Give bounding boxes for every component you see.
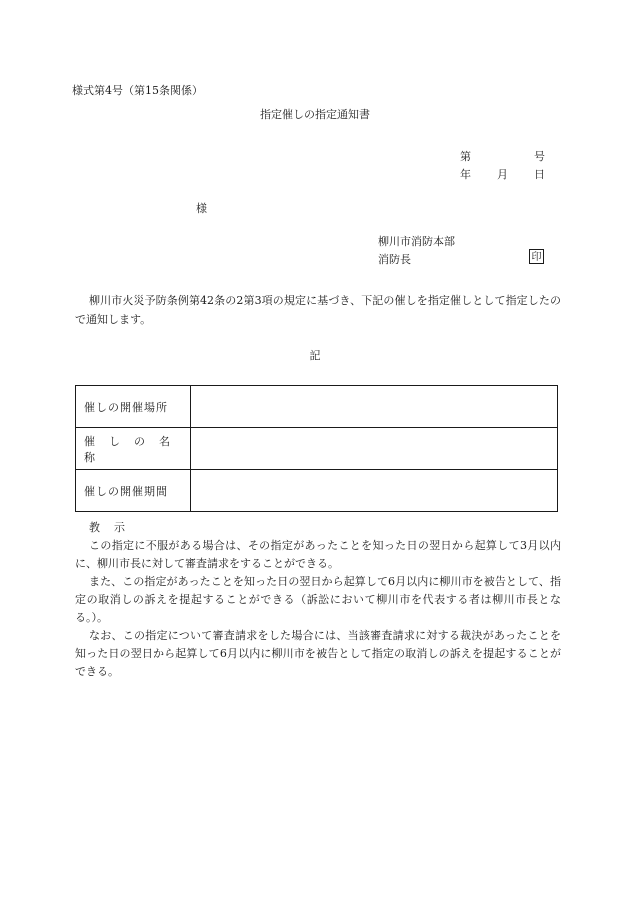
ki-heading: 記 bbox=[309, 349, 321, 362]
row-value-period bbox=[191, 470, 558, 512]
row-value-name bbox=[191, 428, 558, 470]
body-text: 柳川市火災予防条例第42条の2第3項の規定に基づき、下記の催しを指定催しとして指定したので通知します。 bbox=[75, 294, 561, 326]
row-value-venue bbox=[191, 386, 558, 428]
table-row bbox=[76, 470, 558, 512]
date-year: 年 bbox=[460, 168, 471, 181]
addressee-suffix: 様 bbox=[196, 202, 207, 215]
notice-paragraph: この指定に不服がある場合は、その指定があったことを知った日の翌日から起算して3月以内に、柳川市長に対して審査請求をすることができる。 bbox=[75, 539, 561, 570]
notice-heading: 教示 bbox=[89, 521, 139, 534]
form-number: 様式第4号（第15条関係） bbox=[72, 84, 203, 97]
sender-organization: 柳川市消防本部 bbox=[378, 235, 455, 248]
date-month: 月 bbox=[497, 168, 508, 181]
table-row bbox=[76, 428, 558, 470]
row-label-name: 催しの名称 bbox=[76, 428, 191, 470]
event-details-table bbox=[75, 385, 558, 512]
document-title: 指定催しの指定通知書 bbox=[260, 108, 370, 121]
row-label-period: 催しの開催期間 bbox=[76, 470, 191, 512]
number-prefix: 第 bbox=[460, 150, 471, 163]
table-row bbox=[76, 386, 558, 428]
number-suffix: 号 bbox=[534, 150, 545, 163]
notice-paragraph: なお、この指定について審査請求をした場合には、当該審査請求に対する裁決があったことを知った日の翌日から起算して6月以内に柳川市を被告として指定の取消しの訴えを提起することができる。 bbox=[75, 629, 561, 678]
notice-section bbox=[75, 519, 561, 681]
sender-title: 消防長 bbox=[378, 253, 411, 266]
row-label-venue: 催しの開催場所 bbox=[76, 386, 191, 428]
seal-mark: 印 bbox=[529, 249, 544, 264]
notice-paragraph: また、この指定があったことを知った日の翌日から起算して6月以内に柳川市を被告として、指定の取消しの訴えを提起することができる（訴訟において柳川市を代表する者は柳川市長となる。）。 bbox=[75, 575, 561, 624]
date-day: 日 bbox=[534, 168, 545, 181]
